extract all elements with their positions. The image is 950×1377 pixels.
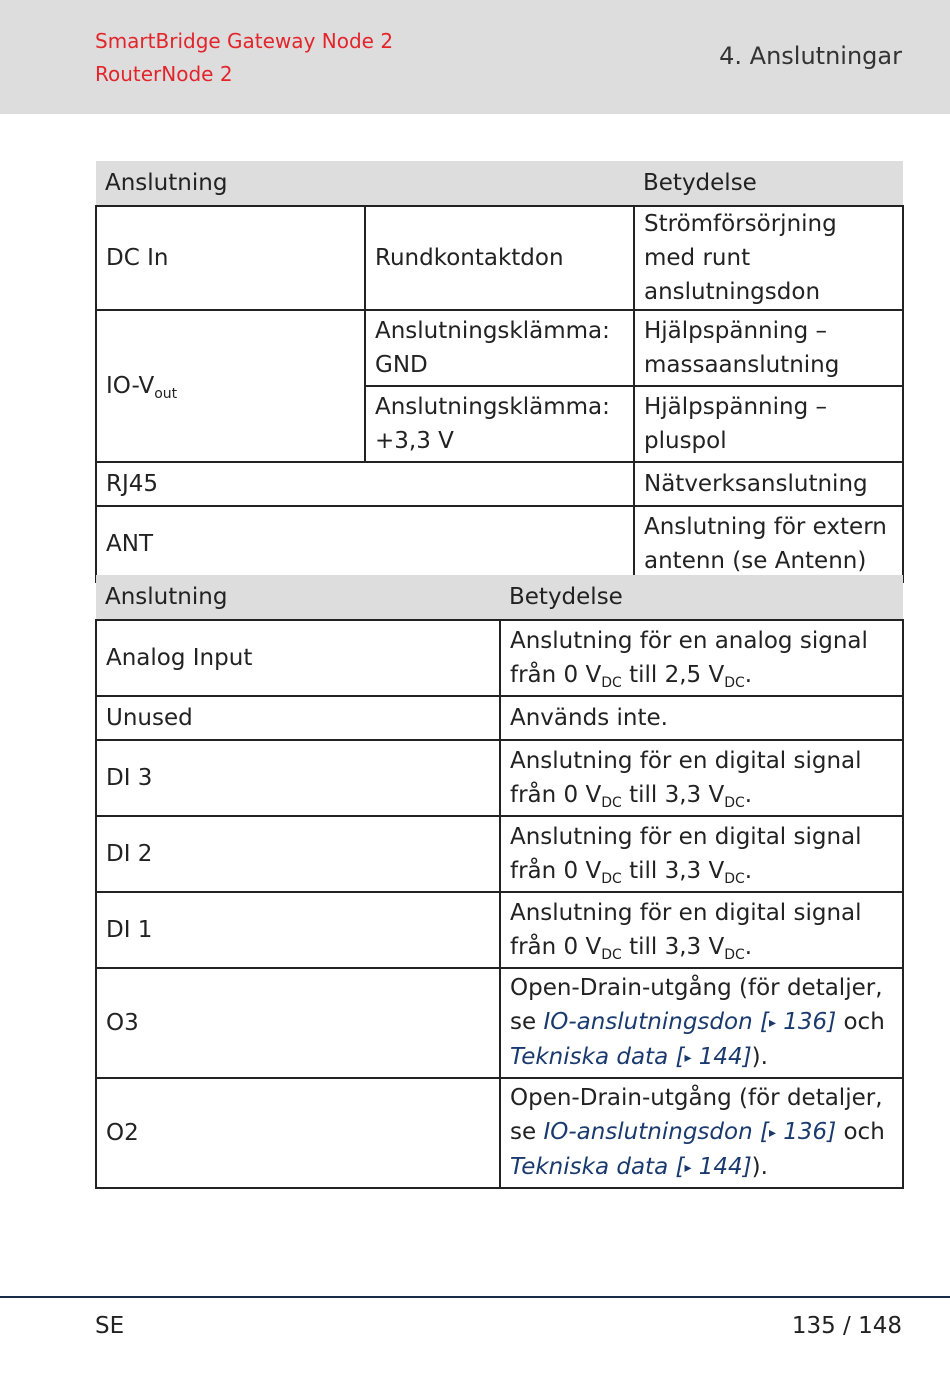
label-main: IO-V	[106, 373, 155, 399]
unit-subscript: DC	[724, 947, 745, 963]
table-row	[96, 462, 903, 506]
table-row	[96, 696, 903, 740]
connection-meaning	[500, 1078, 903, 1188]
connection-label: O2	[96, 1078, 500, 1188]
unit-subscript: DC	[724, 675, 745, 691]
arrow-right-icon: ▸	[768, 1125, 776, 1141]
connection-type: Anslutningsklämma: +3,3 V	[365, 386, 634, 462]
meaning-text: ).	[751, 1154, 768, 1180]
connection-label: Unused	[96, 696, 500, 740]
connection-label	[96, 310, 365, 462]
link-page: 144]	[691, 1154, 752, 1180]
link-text: Tekniska data [	[510, 1154, 685, 1180]
meaning-text: Open-Drain-utgång (för detaljer, se	[510, 975, 883, 1035]
connection-label: DC In	[96, 206, 365, 310]
meaning-text: Anslutning för en digital signal från 0 V	[510, 824, 862, 884]
unit-subscript: DC	[601, 675, 622, 691]
link-text: Tekniska data [	[510, 1044, 685, 1070]
meaning-text: till 3,3 V	[621, 934, 725, 960]
connection-label: RJ45	[96, 462, 634, 506]
cross-reference-link[interactable]	[543, 1119, 836, 1145]
table-row	[96, 620, 903, 696]
link-page: 136]	[775, 1009, 837, 1035]
connection-meaning	[500, 968, 903, 1078]
column-header-connection: Anslutning	[96, 575, 500, 620]
table-row	[96, 892, 903, 968]
meaning-text: till 3,3 V	[621, 782, 725, 808]
connection-label: O3	[96, 968, 500, 1078]
table-header-row	[96, 161, 903, 206]
meaning-text: och	[836, 1009, 885, 1035]
column-header-meaning: Betydelse	[634, 161, 903, 206]
meaning-text: .	[744, 782, 753, 808]
connections-table-2	[95, 575, 904, 1189]
connection-type: Anslutningsklämma: GND	[365, 310, 634, 386]
connection-label: DI 1	[96, 892, 500, 968]
unit-subscript: DC	[601, 795, 622, 811]
column-header-meaning: Betydelse	[500, 575, 903, 620]
arrow-right-icon: ▸	[684, 1160, 692, 1176]
cross-reference-link[interactable]	[510, 1044, 752, 1070]
table-row	[96, 206, 903, 310]
unit-subscript: DC	[724, 795, 745, 811]
connection-meaning: Nätverksanslutning	[634, 462, 903, 506]
connection-meaning: Hjälpspänning – massaanslutning	[634, 310, 903, 386]
link-page: 144]	[691, 1044, 752, 1070]
connection-meaning	[500, 740, 903, 816]
connection-meaning: Hjälpspänning – pluspol	[634, 386, 903, 462]
connection-meaning: Anslutning för extern antenn (se Antenn)	[634, 506, 903, 582]
chapter-title: 4. Anslutningar	[719, 42, 902, 70]
connection-label: ANT	[96, 506, 634, 582]
table-row	[96, 740, 903, 816]
connection-label: Analog Input	[96, 620, 500, 696]
meaning-text: .	[744, 934, 753, 960]
product-name: SmartBridge Gateway Node 2	[95, 29, 394, 53]
meaning-text: till 3,3 V	[621, 858, 725, 884]
connection-meaning	[500, 816, 903, 892]
table-row	[96, 506, 903, 582]
table-row	[96, 1078, 903, 1188]
meaning-text: .	[744, 662, 753, 688]
arrow-right-icon: ▸	[768, 1015, 776, 1031]
link-page: 136]	[775, 1119, 837, 1145]
connection-type: Rundkontaktdon	[365, 206, 634, 310]
arrow-right-icon: ▸	[684, 1050, 692, 1066]
unit-subscript: DC	[601, 871, 622, 887]
table-row	[96, 310, 903, 386]
meaning-text: Open-Drain-utgång (för detaljer, se	[510, 1085, 883, 1145]
meaning-text: till 2,5 V	[621, 662, 725, 688]
column-header-connection: Anslutning	[96, 161, 634, 206]
meaning-text: .	[744, 858, 753, 884]
page-number: 135 / 148	[791, 1313, 902, 1339]
meaning-text: och	[836, 1119, 885, 1145]
unit-subscript: DC	[724, 871, 745, 887]
meaning-text: Anslutning för en digital signal från 0 V	[510, 748, 862, 808]
connection-meaning: Strömförsörjning med runt anslutningsdon	[634, 206, 903, 310]
connection-label: DI 2	[96, 816, 500, 892]
link-text: IO-anslutningsdon [	[543, 1009, 769, 1035]
unit-subscript: DC	[601, 947, 622, 963]
page-header	[0, 0, 950, 114]
connection-label: DI 3	[96, 740, 500, 816]
connections-table-1	[95, 161, 904, 583]
meaning-text: Anslutning för en analog signal från 0 V	[510, 628, 868, 688]
meaning-text: ).	[751, 1044, 768, 1070]
connection-meaning	[500, 620, 903, 696]
label-subscript: out	[154, 386, 178, 402]
cross-reference-link[interactable]	[510, 1154, 752, 1180]
meaning-text: Anslutning för en digital signal från 0 V	[510, 900, 862, 960]
table-header-row	[96, 575, 903, 620]
table-row	[96, 968, 903, 1078]
link-text: IO-anslutningsdon [	[543, 1119, 769, 1145]
footer-language: SE	[95, 1313, 125, 1339]
connection-meaning: Används inte.	[500, 696, 903, 740]
connection-meaning	[500, 892, 903, 968]
product-name-secondary: RouterNode 2	[95, 62, 233, 86]
cross-reference-link[interactable]	[543, 1009, 836, 1035]
table-row	[96, 816, 903, 892]
footer-divider	[0, 1296, 950, 1298]
